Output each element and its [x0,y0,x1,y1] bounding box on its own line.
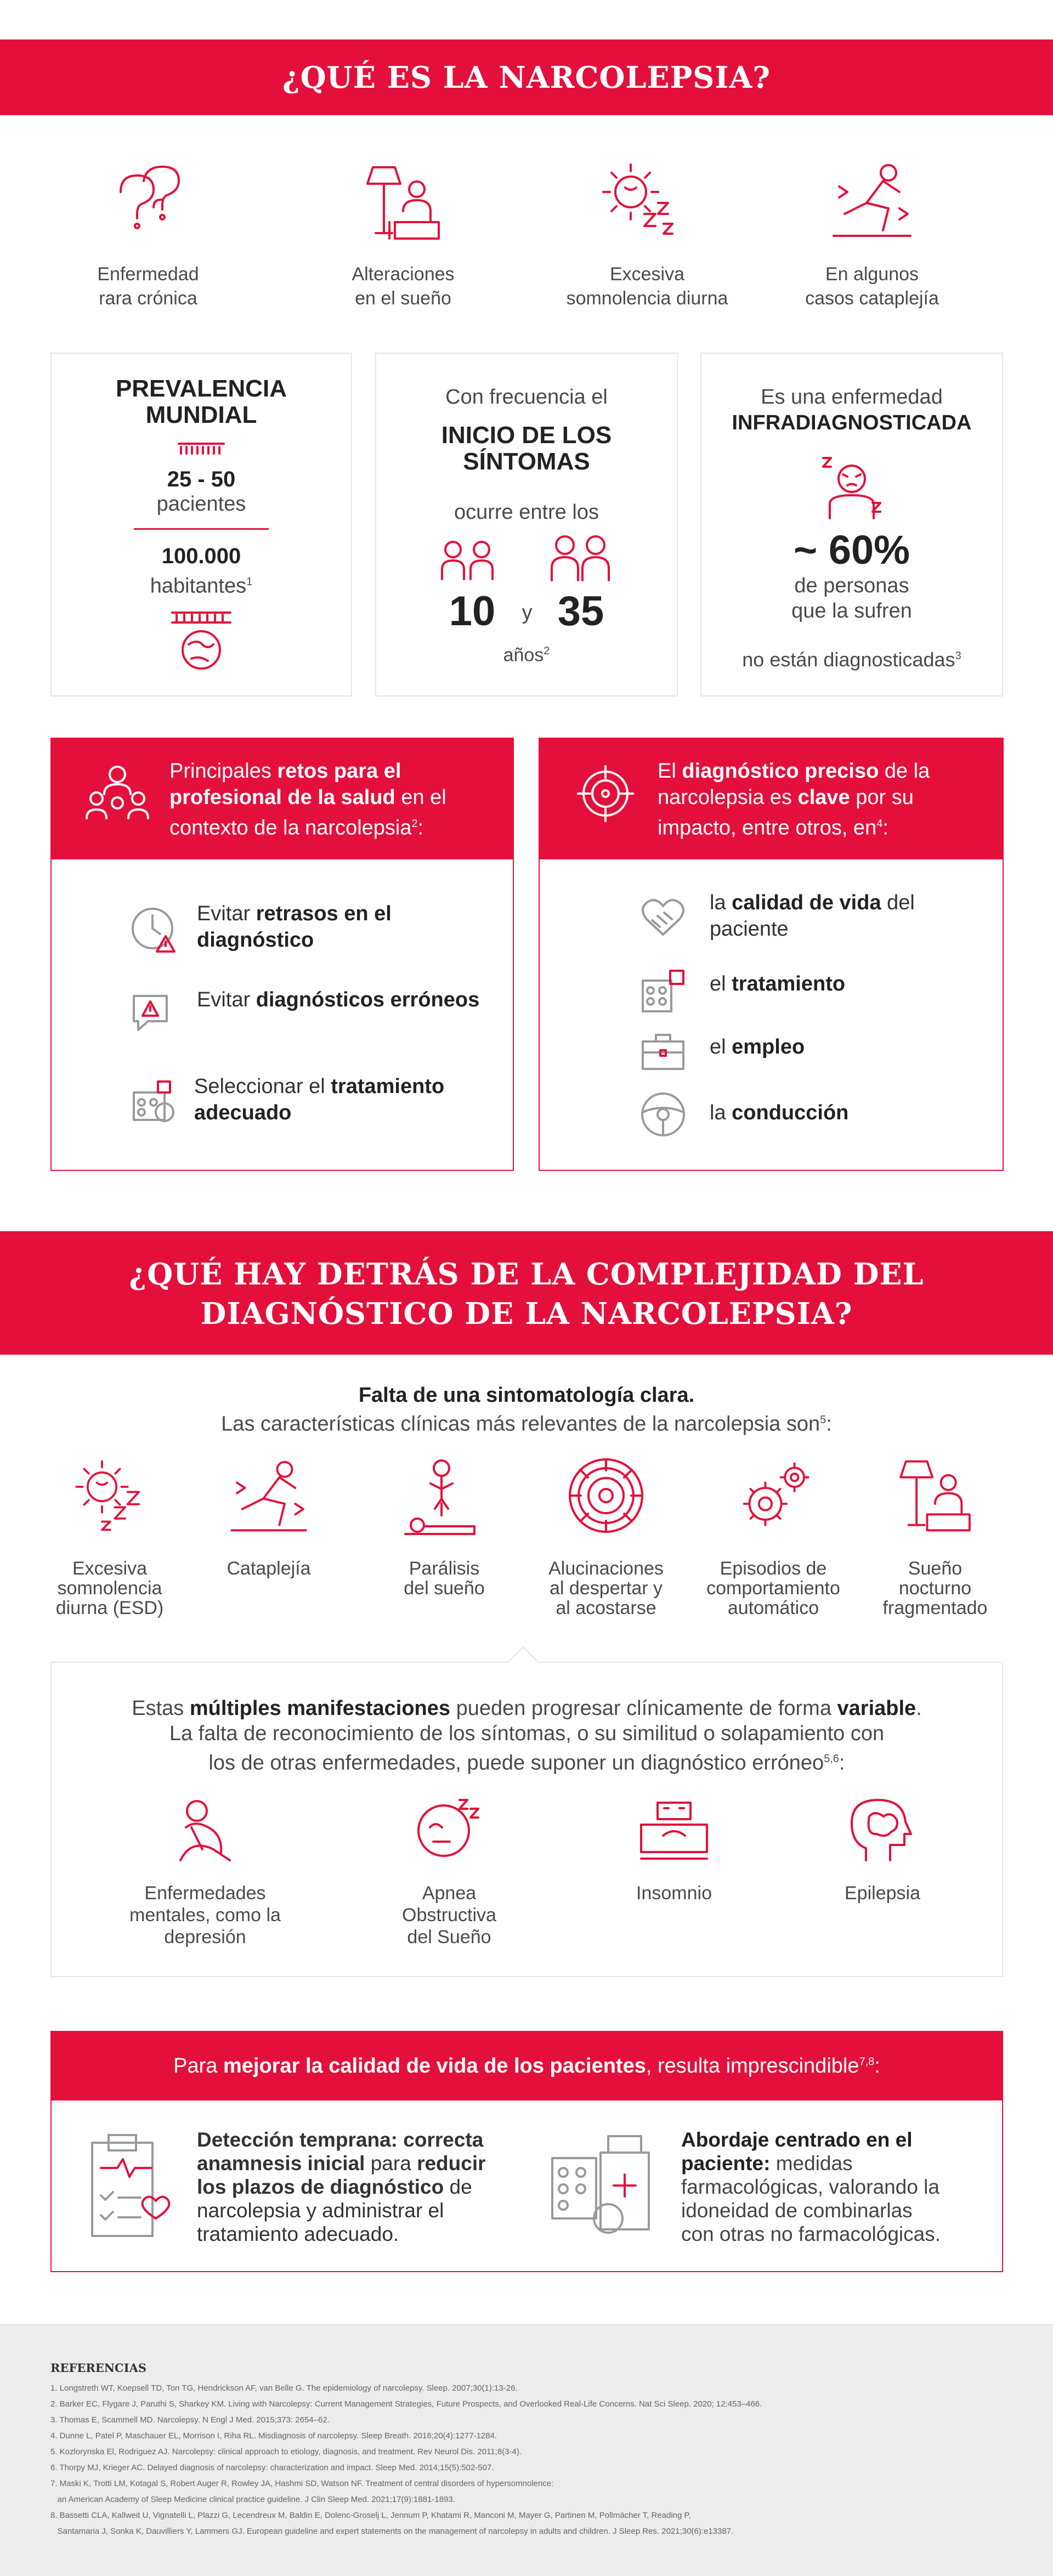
underdiag-title: INFRADIAGNOSTICADA [732,411,972,434]
prevalence-total: 100.000 [161,544,241,568]
early-detection-text: Detección temprana: correcta anamnesis inicial para reducir los plazos de diagnóstico de narcolepsia y administrar el tratamiento adecuado. [197,2128,486,2245]
impact-item: la calidad de vida del paciente [710,891,915,941]
divider [134,528,269,530]
challenge-item: Seleccionar el tratamiento adecuado [194,1075,445,1124]
impact-item: la conducción [710,1101,849,1124]
sad-person-icon [169,1794,241,1866]
reference-item: 7. Maski K, Trotti LM, Kotagal S, Robert Auger R, Rowley JA, Hashmi SD, Watson NF. Treatment of central disorders of hypersomnolence: [50,2479,554,2488]
target-icon [575,763,636,824]
lamp-sleeper-icon [894,1456,976,1536]
challenge-item: Evitar retrasos en el diagnóstico [197,902,392,952]
header-banner [0,39,1053,115]
gears-icon [732,1456,814,1536]
feature-label: Alteraciones en el sueño [352,264,455,309]
challenges-header: Principales retos para el profesional de la salud en el contexto de la narcolepsia$^2$: [52,739,513,859]
adults-icon [547,532,613,582]
onset-card: Con frecuencia el INICIO DE LOS SÍNTOMAS ocurre entre los 10 y 35 años$^2$ [375,353,678,697]
pointer-notch [508,1646,539,1678]
impact-item: el empleo [710,1035,805,1058]
condition-label: Insomnio [636,1883,712,1904]
feature-label: En algunos casos cataplejía [805,264,939,309]
symptom-label: Parálisis del sueño [404,1558,485,1599]
insomnia-bed-icon [636,1797,712,1863]
clipboard-heart-icon [84,2130,172,2239]
symptoms-intro: Las características clínicas más relevantes de la narcolepsia son$^5$: [221,1412,832,1436]
challenges-panel [50,738,514,1171]
prevalence-range: 25 - 50 [167,467,236,491]
condition-label: Epilepsia [845,1883,920,1904]
warning-chat-icon [128,988,180,1040]
world-crowd-icon [167,606,236,672]
reference-item: 2. Barker EC, Flygare J, Paruthi S, Sharkey KM. Living with Narcolepsy: Current Management Strategies, Future Prospects, and Overlooked Real-Life Concerns. Nat Sci Sleep. 2020; 12:453–466. [50,2399,762,2409]
manifestations-card: Estas múltiples manifestaciones pueden progresar clínicamente de forma variable. La falta de reconocimiento de los síntomas, o su similitud o solapamiento con los de otras enfermedades, puede suponer un diagnóstico erróneo$^{5,6}$: Enfermedades mentales, como la depresión Apnea Obstructiva del Sueño Insomnio Epilepsia [50,1662,1003,1977]
condition-label: Apnea Obstructiva del Sueño [402,1883,496,1947]
symptom-label: Cataplejía [227,1558,311,1579]
sun-zzz-icon [71,1453,148,1536]
reference-item: 3. Thomas E, Scammell MD. Narcolepsy. N Engl J Med. 2015;373: 2654–62. [50,2415,330,2425]
medicine-kit-icon [548,2131,663,2240]
impact-item: el tratamiento [710,972,846,995]
section-title: ¿QUÉ HAY DETRÁS DE LA COMPLEJIDAD DEL [129,1256,924,1292]
references-section [0,2324,1053,2576]
reference-item: 4. Dunne L, Patel P, Maschauer EL, Morrison I, Riha RL. Misdiagnosis of narcolepsy. Sleep Breath. 2016;20(4):1277-1284. [50,2431,497,2441]
complexity-banner: ¿QUÉ HAY DETRÁS DE LA COMPLEJIDAD DEL DIAGNÓSTICO DE LA NARCOLEPSIA? [0,1231,1053,1355]
steering-wheel-icon [638,1090,688,1139]
symptom-label: Alucinaciones al despertar y al acostarse [548,1558,664,1618]
prevalence-inhabitants: habitantes [150,574,247,598]
onset-title: INICIO DE LOS [441,422,612,449]
reference-item: 8. Bassetti CLA, Kallweit U, Vignatelli L, Plazzi G, Lecendreux M, Baldin E, Dolenc-Groselj L, Jennum P, Khatami R, Manconi M, Mayer G, Partinen M, Pollmächer T, Reading P, [50,2511,691,2520]
challenge-item: Evitar diagnósticos erróneos [197,988,480,1011]
symptoms-heading: Falta de una sintomatología clara. [358,1384,695,1407]
prevalence-title: PREVALENCIA [115,375,287,402]
reference-item: Santamaria J, Sonka K, Dauvilliers Y, Lammers GJ. European guideline and expert statements on the management of narcolepsy in adults and children. J Sleep Res. 2021;30(6):e13387. [50,2527,734,2536]
diagnosis-header: El diagnóstico preciso de la narcolepsia es clave por su impacto, entre otros, $en^4$: [540,739,1003,859]
reference-item: 1. Longstreth WT, Koepsell TD, Ton TG, Hendrickson AF, van Belle G. The epidemiology of narcolepsy. Sleep. 2007;30(1):13-26. [50,2383,518,2393]
brain-head-icon [844,1794,915,1866]
reference-item: an American Academy of Sleep Medicine clinical practice guideline. J Clin Sleep Med. 2021;17(9):1881-1893. [50,2495,455,2504]
reference-item: 5. Kozlorynska El, Rodriguez AJ. Narcolepsy: clinical approach to etiology, diagnosis, and treatment. Rev Neurol Dis. 2011;8(3-4). [50,2447,522,2456]
sun-zzz-icon [598,159,680,241]
page-title: ¿QUÉ ES LA NARCOLEPSIA? [282,60,771,95]
lamp-sleeper-icon [362,162,444,244]
sleepless-person-icon [819,452,885,521]
children-icon [438,537,498,581]
pills-icon [128,1076,180,1128]
sleep-paralysis-icon [403,1456,480,1538]
briefcase-icon [638,1029,688,1073]
team-icon [84,758,150,824]
patient-centered-text: Abordaje centrado en el paciente: medidas farmacológicas, valorando la idoneidad de combinarlas con otras no farmacológicas. [681,2128,941,2245]
references-title: REFERENCIAS [50,2361,147,2375]
improve-panel [50,2031,1003,2272]
feature-label: Excesiva somnolencia diurna [566,264,728,309]
medication-icon [638,966,688,1016]
reference-item: 6. Thorpy MJ, Krieger AC. Delayed diagnosis of narcolepsy: characterization and impact. Sleep Med. 2014;15(5):502-507. [50,2463,494,2472]
improve-header: Para mejorar la calidad de vida de los pacientes, resulta imprescindible$^{7,8}$: [52,2032,1002,2101]
underdiagnosis-card: Es una enfermedad INFRADIAGNOSTICADA ~ 60% de personas que la sufren no están diagnosticadas$^3$ [700,353,1003,697]
symptom-label: Sueño nocturno fragmentado [882,1558,988,1618]
people-row-icon [178,440,225,455]
hypnotic-spiral-icon [565,1454,647,1537]
symptom-label: Excesiva somnolencia diurna (ESD) [55,1558,164,1618]
prevalence-patients: pacientes [156,492,246,516]
falling-person-icon [225,1456,313,1536]
feature-label: Enfermedad rara crónica [97,264,199,309]
diagnosis-panel [539,738,1004,1171]
onset-age-min: 10 [449,588,496,635]
symptom-label: Episodios de comportamiento automático [706,1558,840,1618]
clock-warning-icon [128,903,180,955]
condition-label: Enfermedades mentales, como la depresión [129,1883,281,1947]
sleep-apnea-icon [414,1794,485,1866]
question-marks-icon [110,159,186,241]
onset-age-max: 35 [557,588,604,635]
falling-person-icon [828,159,916,241]
prevalence-card: PREVALENCIA MUNDIAL 25 - 50 pacientes 100.000 habitantes$^1$ [50,353,352,697]
underdiag-percent: ~ 60% [794,527,910,573]
handshake-heart-icon [636,890,690,944]
